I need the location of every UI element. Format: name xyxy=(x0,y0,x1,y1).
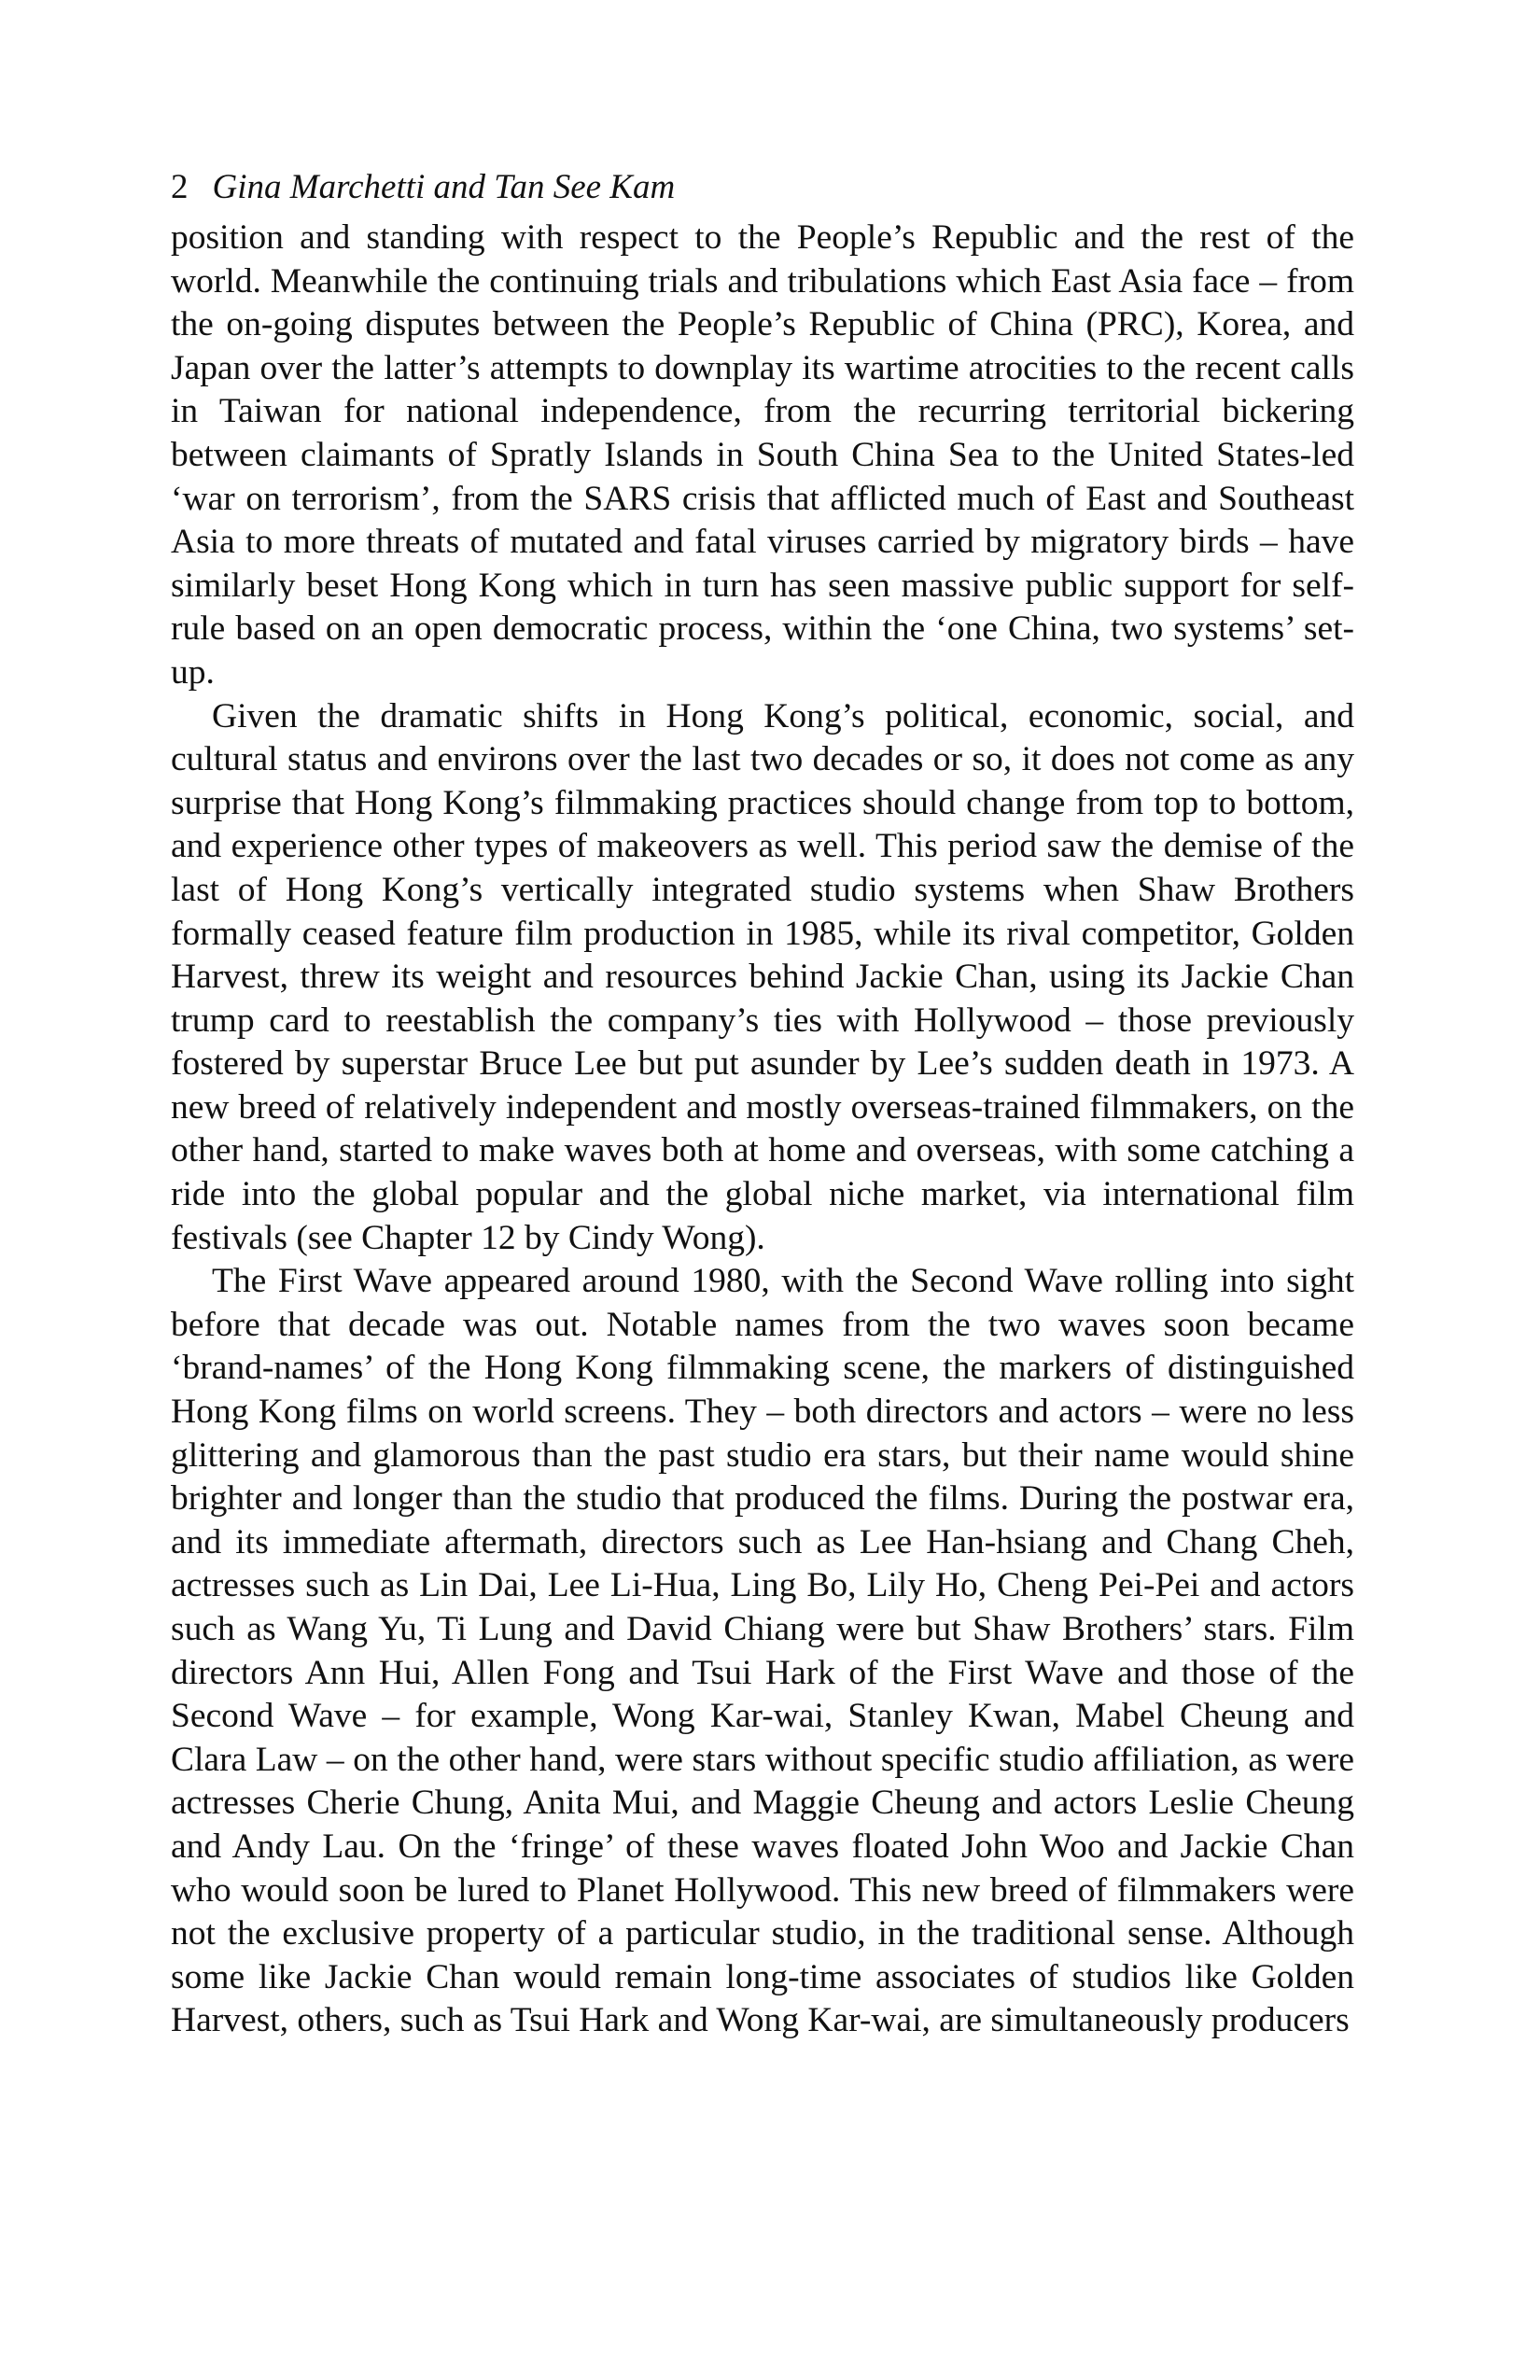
body-text xyxy=(171,217,1354,2043)
paragraph-3: The First Wave appeared around 1980, with the Second Wave rolling into sight before that decade was out. Notable names from the two waves soon became ‘brand-names’ of the Hong Kong filmmaking scene, the markers of distinguished Hong Kong films on world screens. They – both directors and actors – were no less glittering and glamorous than the past studio era stars, but their name would shine brighter and longer than the studio that produced the films. During the postwar era, and its immediate aftermath, directors such as Lee Han-hsiang and Chang Cheh, actresses such as Lin Dai, Lee Li-Hua, Ling Bo, Lily Ho, Cheng Pei-Pei and actors such as Wang Yu, Ti Lung and David Chiang were but Shaw Brothers’ stars. Film directors Ann Hui, Allen Fong and Tsui Hark of the First Wave and those of the Second Wave – for example, Wong Kar-wai, Stanley Kwan, Mabel Cheung and Clara Law – on the other hand, were stars without specific studio affiliation, as were actresses Cherie Chung, Anita Mui, and Maggie Cheung and actors Leslie Cheung and Andy Lau. On the ‘fringe’ of these waves floated John Woo and Jackie Chan who would soon be lured to Planet Hollywood. This new breed of filmmakers were not the exclusive property of a particular studio, in the traditional sense. Although some like Jackie Chan would remain long-time associates of studios like Golden Harvest, others, such as Tsui Hark and Wong Kar-wai, are simultaneously producers xyxy=(171,1262,1354,2040)
running-head xyxy=(171,166,1365,209)
page-number: 2 xyxy=(171,168,189,206)
running-head-authors: Gina Marchetti and Tan See Kam xyxy=(212,168,676,206)
paragraph-2: Given the dramatic shifts in Hong Kong’s political, economic, social, and cultural status and environs over the last two decades or so, it does not come as any surprise that Hong Kong’s filmmaking practices should change from top to bottom, and experience other types of makeovers as well. This period saw the demise of the last of Hong Kong’s vertically integrated studio systems when Shaw Brothers formally ceased feature film production in 1985, while its rival competitor, Golden Harvest, threw its weight and resources behind Jackie Chan, using its Jackie Chan trump card to reestablish the company’s ties with Hollywood – those previously fostered by superstar Bruce Lee but put asunder by Lee’s sudden death in 1973. A new breed of relatively independent and mostly overseas-trained filmmakers, on the other hand, started to make waves both at home and overseas, with some catching a ride into the global popular and the global niche market, via international film festivals (see Chapter 12 by Cindy Wong). xyxy=(171,696,1354,1257)
paragraph-1: position and standing with respect to the People’s Republic and the rest of the world. Meanwhile the continuing trials and tribulations which East Asia face – from the on-going disputes between the People’s Republic of China (PRC), Korea, and Japan over the latter’s attempts to downplay its wartime atrocities to the recent calls in Taiwan for national independence, from the recurring territorial bickering between claimants of Spratly Islands in South China Sea to the United States-led ‘war on terrorism’, from the SARS crisis that afflicted much of East and Southeast Asia to more threats of mutated and fatal viruses carried by migratory birds – have similarly beset Hong Kong which in turn has seen massive public support for self-rule based on an open democratic process, within the ‘one China, two systems’ set-up. xyxy=(171,218,1354,692)
